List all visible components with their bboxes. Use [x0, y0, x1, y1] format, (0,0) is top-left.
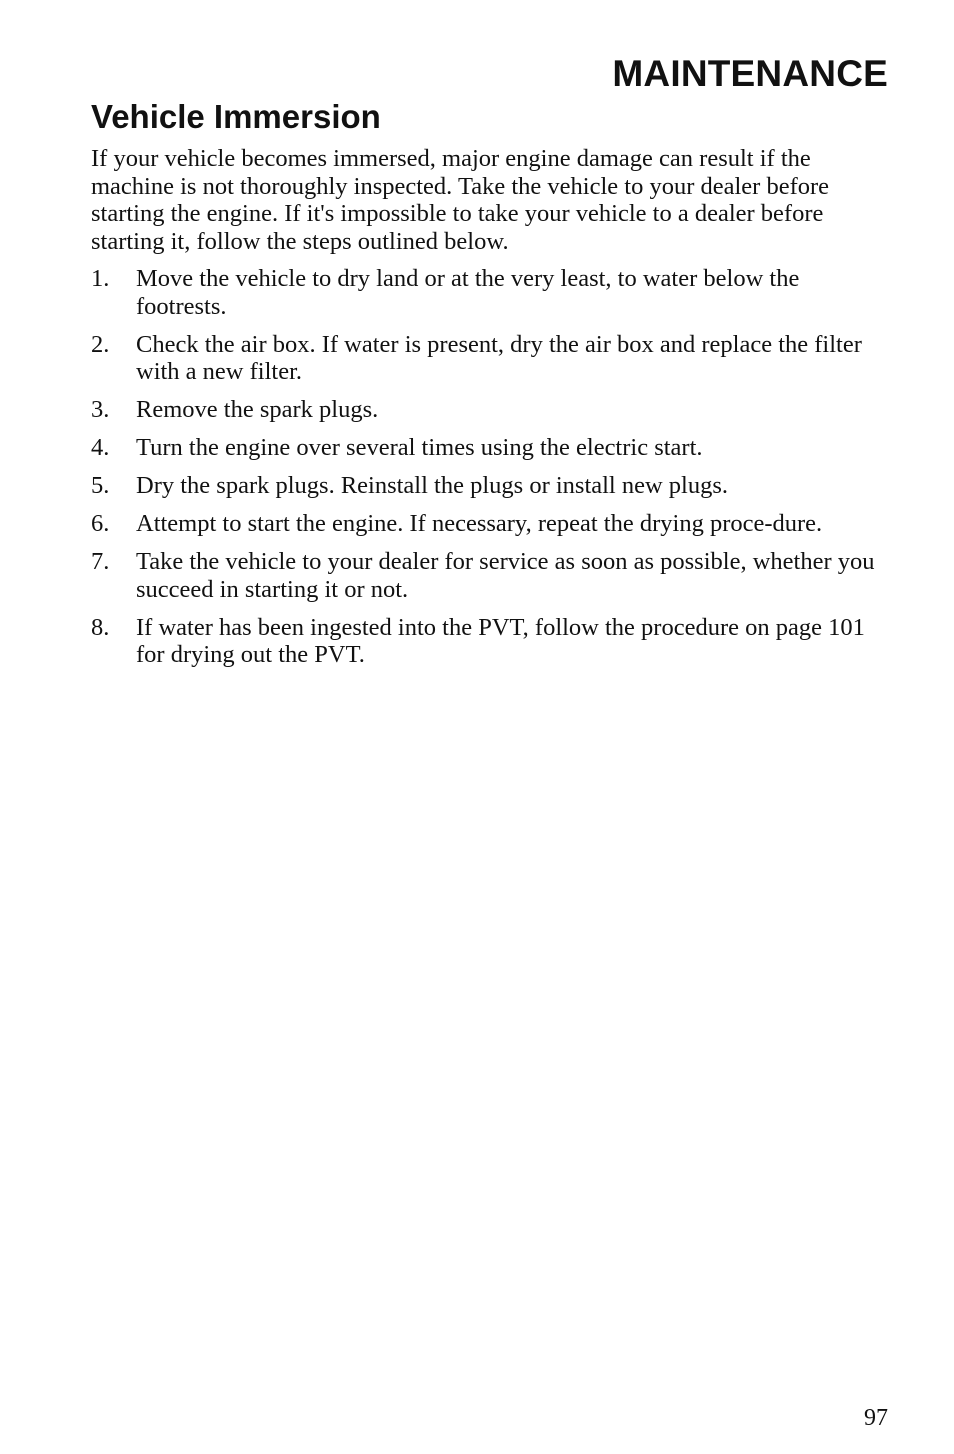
step-text: Remove the spark plugs.	[136, 396, 379, 423]
step-text: Take the vehicle to your dealer for service as soon as possible, whether you succeed in starting it or not.	[136, 548, 875, 603]
step-number: 7.	[91, 548, 110, 575]
steps-list	[91, 265, 891, 669]
step-number: 6.	[91, 510, 110, 537]
list-item	[91, 396, 891, 424]
list-item	[91, 331, 891, 386]
step-number: 3.	[91, 396, 110, 423]
step-text: If water has been ingested into the PVT, follow the procedure on page 101 for drying out the PVT.	[136, 613, 865, 668]
page-content	[91, 97, 891, 679]
step-number: 8.	[91, 613, 110, 641]
list-item	[91, 265, 891, 320]
step-number: 4.	[91, 434, 110, 461]
list-item	[91, 548, 891, 603]
step-text: Move the vehicle to dry land or at the very least, to water below the footrests.	[136, 265, 800, 320]
section-title: Vehicle Immersion	[91, 98, 381, 135]
step-number: 5.	[91, 472, 110, 499]
list-item	[91, 510, 891, 538]
step-number: 1.	[91, 265, 110, 292]
intro-paragraph: If your vehicle becomes immersed, major engine damage can result if the machine is not thoroughly inspected. Take the vehicle to your dealer before starting the engine. If it's impossible to take your vehicle to a dealer before starting it, follow the steps outlined below.	[91, 145, 830, 255]
step-text: Turn the engine over several times using the electric start.	[136, 434, 703, 461]
step-text: Check the air box. If water is present, dry the air box and replace the filter with a new filter.	[136, 330, 862, 385]
step-text: Dry the spark plugs. Reinstall the plugs or install new plugs.	[136, 472, 729, 499]
page-number: 97	[864, 1405, 888, 1431]
list-item	[91, 472, 891, 500]
step-number: 2.	[91, 330, 110, 358]
step-text: Attempt to start the engine. If necessary, repeat the drying proce-dure.	[136, 510, 823, 537]
list-item	[91, 614, 891, 669]
list-item	[91, 434, 891, 462]
section-header: MAINTENANCE	[612, 53, 888, 94]
